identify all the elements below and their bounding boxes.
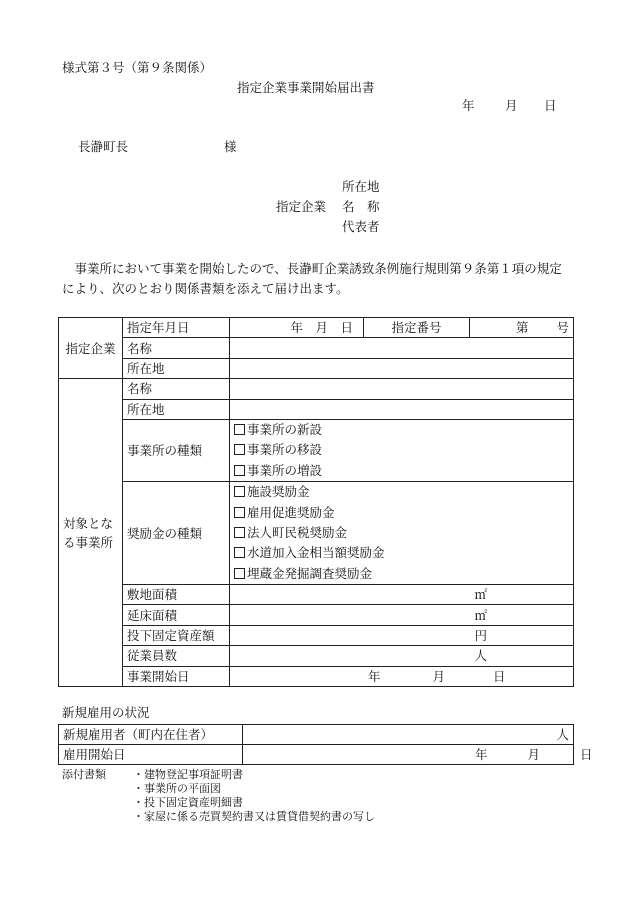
employment-heading: 新規雇用の状況 xyxy=(62,705,150,720)
applicant-rep-label: 代表者 xyxy=(342,219,380,234)
attachments-label: 添付書類 xyxy=(62,768,106,781)
investment-label: 投下固定資産額 xyxy=(123,625,230,645)
incentive-type-options xyxy=(230,482,574,585)
office-type-label: 事業所の種類 xyxy=(123,419,230,481)
checkbox-icon[interactable] xyxy=(234,465,245,476)
number-dai: 第 xyxy=(516,320,529,336)
start-date-month: 月 xyxy=(432,668,446,684)
applicant-label: 指定企業 xyxy=(276,199,327,214)
target-name-value xyxy=(230,379,574,399)
designation-number-label: 指定番号 xyxy=(364,318,470,338)
applicant-name-label: 名 称 xyxy=(342,199,380,214)
checkbox-icon[interactable] xyxy=(234,568,245,579)
company-name-label: 名称 xyxy=(123,338,230,358)
date-month: 月 xyxy=(505,98,518,113)
attachment-item: ・家屋に係る売買契約書又は賃貸借契約書の写し xyxy=(133,810,375,823)
employees-unit: 人 xyxy=(230,646,574,666)
employees-label: 従業員数 xyxy=(123,646,230,666)
recipient: 長瀞町長 xyxy=(78,139,129,154)
body-text: 事業所において事業を開始したので、長瀞町企業誘致条例施行規則第９条第１項の規定により、次のとおり関係書類を添えて届け出ます。 xyxy=(62,261,562,296)
checkbox-icon[interactable] xyxy=(234,424,245,435)
employment-table xyxy=(58,724,593,765)
investment-unit: 円 xyxy=(230,625,574,645)
target-address-label: 所在地 xyxy=(123,399,230,419)
employment-start-year: 年 xyxy=(475,747,488,762)
start-date-value xyxy=(230,666,574,686)
incentive-type-label: 奨励金の種類 xyxy=(123,482,230,585)
incentive-option-facility[interactable]: 施設奨励金 xyxy=(234,482,569,502)
new-hires-unit: 人 xyxy=(243,725,574,745)
checkbox-icon[interactable] xyxy=(234,507,245,518)
office-type-option-expand[interactable]: 事業所の増設 xyxy=(234,461,569,481)
company-name-value xyxy=(230,338,574,358)
section-designated-company: 指定企業 xyxy=(59,318,123,379)
new-hires-label: 新規雇用者（町内在住者） xyxy=(59,725,243,745)
date-day: 日 xyxy=(544,98,557,113)
checkbox-icon[interactable] xyxy=(234,444,245,455)
start-date-label: 事業開始日 xyxy=(123,666,230,686)
target-name-label: 名称 xyxy=(123,379,230,399)
incentive-option-corporate-tax[interactable]: 法人町民税奨励金 xyxy=(234,523,569,543)
date-year: 年 xyxy=(462,98,475,113)
floor-area-label: 延床面積 xyxy=(123,605,230,625)
attachment-item: ・投下固定資産明細書 xyxy=(133,796,243,809)
site-area-label: 敷地面積 xyxy=(123,585,230,605)
checkbox-icon[interactable] xyxy=(234,527,245,538)
employment-start-month: 月 xyxy=(527,747,541,762)
office-type-options xyxy=(230,419,574,481)
employment-start-day: 日 xyxy=(580,747,593,762)
target-address-value xyxy=(230,399,574,419)
floor-area-unit: ㎡ xyxy=(230,605,574,625)
honorific: 様 xyxy=(224,139,237,154)
section-target-line2: る事業所 xyxy=(63,534,114,550)
company-address-label: 所在地 xyxy=(123,358,230,378)
number-go: 号 xyxy=(556,320,569,336)
main-table xyxy=(58,317,574,687)
attachment-item: ・建物登記事項証明書 xyxy=(133,768,243,781)
incentive-option-employment[interactable]: 雇用促進奨励金 xyxy=(234,503,569,523)
attachment-item: ・事業所の平面図 xyxy=(133,782,221,795)
section-target-office xyxy=(59,379,123,687)
checkbox-icon[interactable] xyxy=(234,486,245,497)
incentive-option-excavation[interactable]: 埋蔵金発掘調査奨励金 xyxy=(234,564,569,584)
form-number: 様式第３号（第９条関係） xyxy=(62,60,213,75)
checkbox-icon[interactable] xyxy=(234,547,245,558)
employment-start-label: 雇用開始日 xyxy=(59,745,243,765)
designation-number-value xyxy=(470,318,574,338)
incentive-option-water[interactable]: 水道加入金相当額奨励金 xyxy=(234,543,569,563)
company-address-value xyxy=(230,358,574,378)
site-area-unit: ㎡ xyxy=(230,585,574,605)
section-target-line1: 対象とな xyxy=(63,515,114,531)
designation-date-label: 指定年月日 xyxy=(123,318,230,338)
start-date-year: 年 xyxy=(368,668,381,684)
office-type-option-new[interactable]: 事業所の新設 xyxy=(234,420,569,440)
start-date-day: 日 xyxy=(493,668,506,684)
applicant-address-label: 所在地 xyxy=(342,179,380,194)
designation-date-value: 年 月 日 xyxy=(230,318,364,338)
office-type-option-relocate[interactable]: 事業所の移設 xyxy=(234,440,569,460)
employment-start-value xyxy=(243,745,593,765)
document-title: 指定企業事業開始届出書 xyxy=(237,80,375,95)
